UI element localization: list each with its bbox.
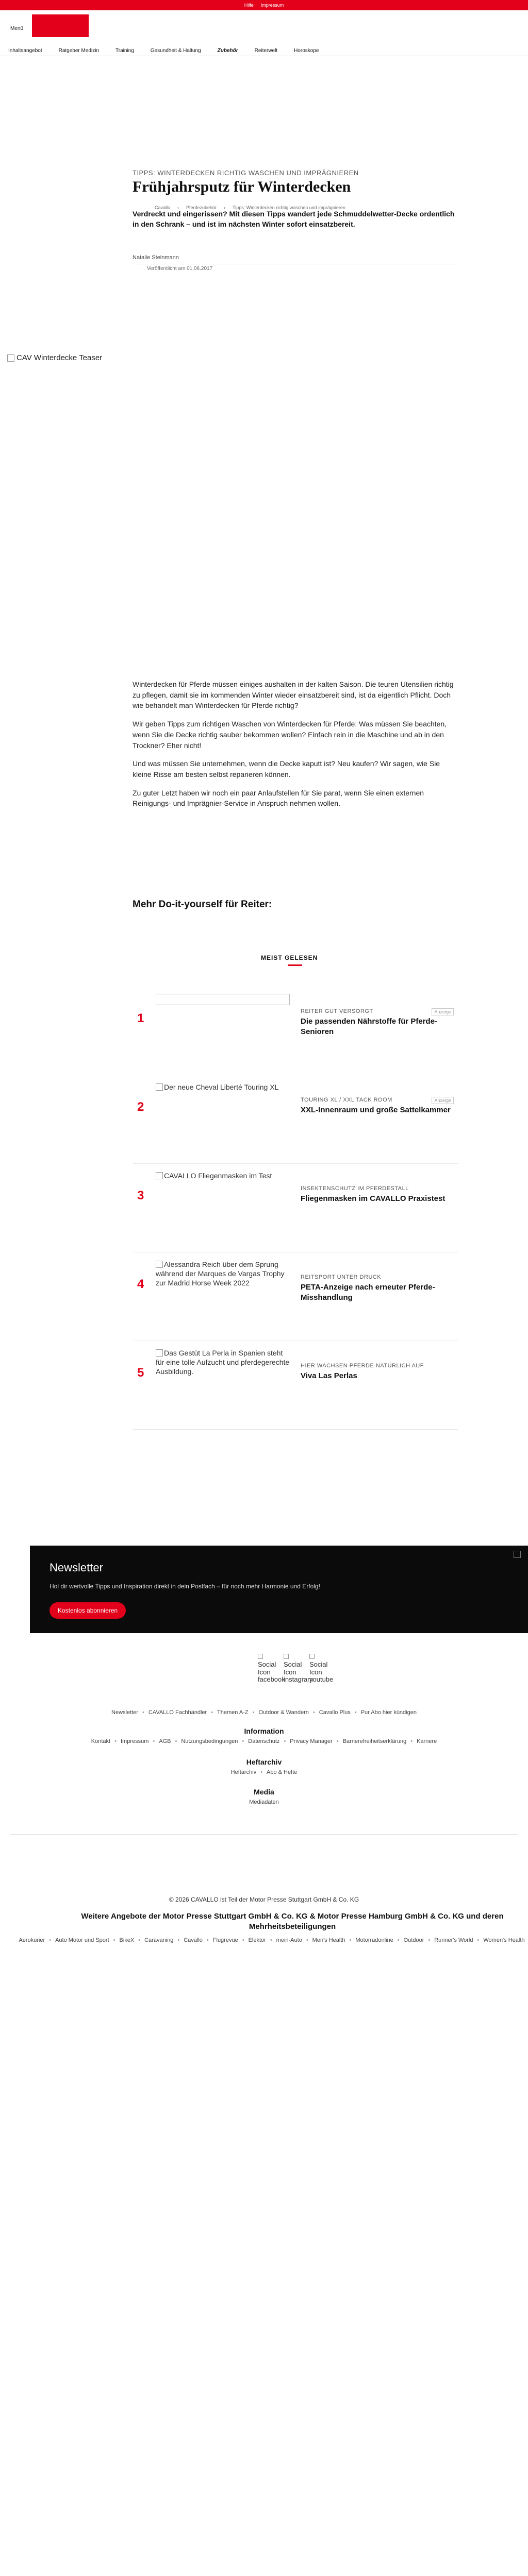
article-paragraph: Zu guter Letzt haben wir noch ein paar Anlaufstellen für Sie parat, wenn Sie einen externen Reinigungs- und Imprägnier-Service in Anspruch nehmen wollen. xyxy=(133,788,424,808)
breadcrumb-separator: › xyxy=(224,205,226,210)
most-read-item[interactable] xyxy=(133,1252,458,1341)
facebook-icon[interactable]: Social Icon facebook xyxy=(258,1654,276,1683)
link-separator: • xyxy=(354,1709,357,1716)
footer-link[interactable]: Karriere xyxy=(417,1738,437,1744)
most-read-item[interactable] xyxy=(133,1164,458,1252)
link-separator: • xyxy=(270,1937,272,1943)
information-heading: Information xyxy=(244,1727,284,1735)
article-thumbnail[interactable] xyxy=(156,1260,290,1287)
article-paragraph: Wir geben Tipps zum richtigen Waschen von Winterdecken für Pferde: Was müssen Sie beachten, wenn Sie die Decke richtig sauber bekommen wollen? Einfach rein in die Maschine und ab in den Trockner? Eher nicht! xyxy=(133,720,447,750)
partner-link[interactable]: Motorradonline xyxy=(355,1937,393,1943)
thumbnail-alt: CAVALLO Fliegenmasken im Test xyxy=(164,1172,272,1180)
nav-item[interactable]: Ratgeber Medizin xyxy=(58,47,99,54)
partner-link[interactable]: Flugrevue xyxy=(212,1937,238,1943)
footer-link[interactable]: Kontakt xyxy=(91,1738,111,1744)
link-separator: • xyxy=(306,1937,308,1943)
footer-link[interactable]: Abo & Hefte xyxy=(267,1769,298,1775)
link-separator: • xyxy=(252,1709,255,1716)
nav-item[interactable]: Inhaltsangebot xyxy=(8,47,42,54)
nav-item[interactable]: Horoskope xyxy=(294,47,319,54)
heftarchiv-links xyxy=(0,1769,528,1775)
link-separator: • xyxy=(138,1937,141,1943)
link-separator: • xyxy=(260,1769,263,1775)
partner-link[interactable]: Elektor xyxy=(248,1937,266,1943)
most-read-title: MEIST GELESEN xyxy=(261,954,318,961)
article-paragraph: Winterdecken für Pferde müssen einiges aushalten in der kalten Saison. Die teuren Utensilien richtig zu pflegen, damit sie im kommenden Winter wieder einsatzbereit sind, ist da eigentlich Pflicht. Doch wie behandelt man Winterdecken für Pferde richtig? xyxy=(133,680,454,710)
site-header xyxy=(0,10,528,37)
youtube-icon[interactable]: Social Icon youtube xyxy=(309,1654,328,1683)
partner-link[interactable]: Runner's World xyxy=(434,1937,473,1943)
newsletter-text: Hol dir wertvolle Tipps und Inspiration direkt in dein Postfach – für noch mehr Harmonie und Erfolg! xyxy=(50,1583,320,1590)
article-paragraph: Und was müssen Sie unternehmen, wenn die Decke kaputt ist? Neu kaufen? Wir sagen, wie Sie kleine Risse am besten selbst reparieren können. xyxy=(133,759,440,779)
breadcrumb-current: Tipps: Winterdecken richtig waschen und imprägnieren xyxy=(233,205,345,210)
footer-link[interactable]: Newsletter xyxy=(111,1709,138,1716)
footer-link[interactable]: Cavallo Plus xyxy=(319,1709,351,1716)
article-body xyxy=(133,679,457,817)
subscribe-button[interactable]: Kostenlos abonnieren xyxy=(50,1602,126,1619)
link-separator: • xyxy=(349,1937,352,1943)
item-headline[interactable]: XXL-Innenraum und große Sattelkammer xyxy=(301,1106,451,1114)
partner-link[interactable]: Aerokurier xyxy=(19,1937,45,1943)
breadcrumb-item[interactable]: Cavallo xyxy=(155,205,171,210)
breadcrumb-item[interactable]: Pferdezubehör xyxy=(186,205,217,210)
imprint-link[interactable]: Impressum xyxy=(260,3,284,8)
nav-item[interactable]: Training xyxy=(116,47,134,54)
more-offers-heading: Weitere Angebote der Motor Presse Stuttgart GmbH & Co. KG & Motor Presse Hamburg GmbH & Co. KG und deren Mehrheitsbeteiligungen xyxy=(81,1912,504,1931)
rank-number: 3 xyxy=(137,1189,144,1202)
most-read-list xyxy=(133,987,458,1430)
copyright: © 2026 CAVALLO ist Teil der Motor Presse Stuttgart GmbH & Co. KG xyxy=(169,1896,359,1903)
footer-link[interactable]: AGB xyxy=(159,1738,171,1744)
rank-number: 1 xyxy=(137,1011,144,1025)
information-links xyxy=(0,1738,528,1744)
link-separator: • xyxy=(242,1937,244,1943)
thumbnail-alt: Alessandra Reich über dem Sprung während der Marques de Vargas Trophy zur Madrid Horse Week 2022 xyxy=(156,1260,285,1287)
most-read-item[interactable] xyxy=(133,987,458,1075)
link-separator: • xyxy=(428,1937,431,1943)
footer-link[interactable]: Nutzungsbedingungen xyxy=(181,1738,238,1744)
link-separator: • xyxy=(142,1709,144,1716)
broken-image-icon xyxy=(156,1172,163,1179)
link-separator: • xyxy=(175,1738,177,1744)
footer-links xyxy=(0,1709,528,1716)
partner-link[interactable]: mein-Auto xyxy=(276,1937,302,1943)
help-link[interactable]: Hilfe xyxy=(244,3,254,8)
footer-link[interactable]: CAVALLO Fachhändler xyxy=(148,1709,207,1716)
footer-link[interactable]: Heftarchiv xyxy=(230,1769,257,1775)
breadcrumb-separator: › xyxy=(177,205,179,210)
broken-image-icon xyxy=(7,354,14,362)
teaser-image xyxy=(7,353,521,673)
media-heading: Media xyxy=(254,1788,274,1796)
rank-number: 5 xyxy=(137,1366,144,1380)
broken-image-icon xyxy=(156,1083,163,1091)
top-bar xyxy=(0,0,528,10)
site-logo[interactable] xyxy=(32,14,89,37)
instagram-icon[interactable]: Social Icon instagram xyxy=(284,1654,302,1683)
nav-item[interactable]: Zubehör xyxy=(217,47,238,54)
partner-link[interactable]: Outdoor xyxy=(403,1937,424,1943)
heftarchiv-heading: Heftarchiv xyxy=(246,1758,282,1766)
footer-link[interactable]: Impressum xyxy=(120,1738,149,1744)
partner-link[interactable]: Caravaning xyxy=(144,1937,174,1943)
article-thumbnail[interactable] xyxy=(156,994,290,1005)
article-kicker: TIPPS: WINTERDECKEN RICHTIG WASCHEN UND IMPRÄGNIEREN xyxy=(133,169,359,177)
link-separator: • xyxy=(211,1709,213,1716)
link-separator: • xyxy=(49,1937,52,1943)
footer-link[interactable]: Pur Abo hier kündigen xyxy=(360,1709,417,1716)
menu-button[interactable]: Menü xyxy=(10,26,24,31)
link-separator: • xyxy=(284,1738,286,1744)
item-headline[interactable]: PETA-Anzeige nach erneuter Pferde-Misshandlung xyxy=(301,1283,435,1302)
footer-link[interactable]: Outdoor & Wandern xyxy=(258,1709,309,1716)
rank-number: 2 xyxy=(137,1100,144,1114)
thumbnail-alt: Das Gestüt La Perla in Spanien steht für eine tolle Aufzucht und pferdegerechte Ausbildung. xyxy=(156,1349,290,1376)
link-separator: • xyxy=(477,1937,480,1943)
footer-link[interactable]: Themen A-Z xyxy=(217,1709,249,1716)
link-separator: • xyxy=(312,1709,315,1716)
item-headline[interactable]: Viva Las Perlas xyxy=(301,1371,357,1380)
most-read-item[interactable] xyxy=(133,1075,458,1164)
article-title: Frühjahrsputz für Winterdecken xyxy=(133,178,351,195)
thumbnail-alt: Der neue Cheval Liberté Touring XL xyxy=(164,1083,279,1091)
nav-item[interactable]: Gesundheit & Haltung xyxy=(150,47,201,54)
item-category: INSEKTENSCHUTZ IM PFERDESTALL xyxy=(301,1185,409,1192)
item-category: HIER WACHSEN PFERDE NATÜRLICH AUF xyxy=(301,1363,424,1369)
media-links xyxy=(0,1799,528,1805)
link-separator: • xyxy=(397,1937,400,1943)
link-separator: • xyxy=(114,1738,117,1744)
item-headline[interactable]: Fliegenmasken im CAVALLO Praxistest xyxy=(301,1194,446,1203)
publish-date: Veröffentlicht am 01.06.2017 xyxy=(147,266,213,272)
article-lead: Verdreckt und eingerissen? Mit diesen Tipps wandert jede Schmuddelwetter-Decke ordentlich in den Schrank – und ist im nächsten Winter sofort einsatzbereit. xyxy=(133,210,455,229)
article-subheading: Mehr Do-it-yourself für Reiter: xyxy=(133,899,272,910)
item-category: REITER GUT VERSORGT xyxy=(301,1008,373,1014)
link-separator: • xyxy=(336,1738,339,1744)
main-nav xyxy=(0,45,528,56)
partner-link[interactable]: Cavallo xyxy=(184,1937,203,1943)
article-thumbnail[interactable] xyxy=(156,1082,290,1103)
footer-divider xyxy=(10,1834,518,1835)
most-read-underline xyxy=(288,964,302,966)
link-separator: • xyxy=(206,1937,209,1943)
item-category: REITSPORT UNTER DRUCK xyxy=(301,1274,382,1280)
most-read-item[interactable] xyxy=(133,1341,458,1430)
partner-link[interactable]: BikeX xyxy=(119,1937,135,1943)
item-headline[interactable]: Die passenden Nährstoffe für Pferde-Senioren xyxy=(301,1017,438,1036)
link-separator: • xyxy=(153,1738,155,1744)
link-separator: • xyxy=(410,1738,413,1744)
footer-link[interactable]: Datenschutz xyxy=(248,1738,280,1744)
link-separator: • xyxy=(113,1937,116,1943)
ad-badge: Anzeige xyxy=(432,1097,454,1104)
footer-link[interactable]: Mediadaten xyxy=(249,1799,279,1805)
newsletter-image xyxy=(514,1551,521,1558)
article-thumbnail[interactable] xyxy=(156,1348,290,1376)
partner-link[interactable]: Women's Health xyxy=(483,1937,525,1943)
footer-link[interactable]: Privacy Manager xyxy=(290,1738,333,1744)
newsletter-box xyxy=(30,1546,528,1633)
link-separator: • xyxy=(242,1738,244,1744)
rank-number: 4 xyxy=(137,1277,144,1291)
social-links xyxy=(258,1654,340,1683)
ad-badge: Anzeige xyxy=(432,1008,454,1015)
partner-link[interactable]: Men's Health xyxy=(312,1937,345,1943)
footer-link[interactable]: Barrierefreiheitserklärung xyxy=(342,1738,407,1744)
item-category: TOURING XL / XXL TACK ROOM xyxy=(301,1097,392,1103)
article-thumbnail[interactable] xyxy=(156,1171,290,1192)
link-separator: • xyxy=(177,1937,180,1943)
nav-item[interactable]: Reiterwelt xyxy=(254,47,278,54)
teaser-image-alt: CAV Winterdecke Teaser xyxy=(16,353,103,362)
author-link[interactable]: Natalie Steinmann xyxy=(133,255,179,261)
partner-link[interactable]: Auto Motor und Sport xyxy=(55,1937,109,1943)
broken-image-icon xyxy=(156,1349,163,1357)
more-offers-links xyxy=(15,1937,528,1943)
broken-image-icon xyxy=(156,1261,163,1268)
newsletter-title: Newsletter xyxy=(50,1561,103,1574)
